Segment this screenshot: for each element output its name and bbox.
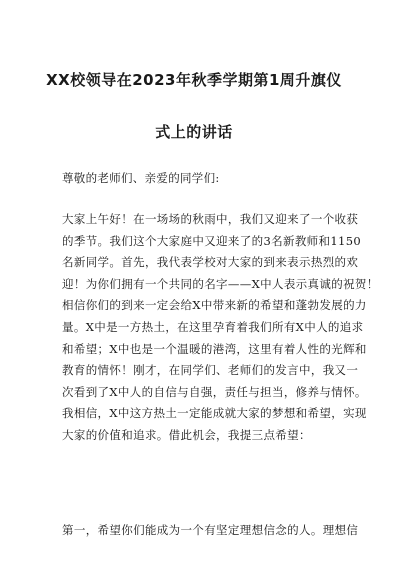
paragraph-line: 名新同学。首先，我代表学校对大家的到来表示热烈的欢 xyxy=(62,255,359,270)
paragraph-line: 量。X中是一方热土，在这里孕育着我们所有X中人的追求 xyxy=(62,319,364,334)
body-paragraph-2-start: 第一，希望你们能成为一个有坚定理想信念的人。理想信 xyxy=(62,523,359,537)
paragraph-line: 和希望；X中也是一个温暖的港湾，这里有着人性的光辉和 xyxy=(62,341,367,356)
body-paragraph-1 xyxy=(62,209,380,447)
paragraph-line: 大家的价值和追求。借此机会，我提三点希望： xyxy=(62,427,311,442)
paragraph-line: 大家上午好！在一场场的秋雨中，我们又迎来了一个收获 xyxy=(62,212,359,226)
paragraph-line: 的季节。我们这个大家庭中又迎来了的3名新教师和1150 xyxy=(62,233,362,248)
paragraph-line: 相信你们的到来一定会给X中带来新的希望和蓬勃发展的力 xyxy=(62,298,367,313)
paragraph-line: 教育的情怀！刚才，在同学们、老师们的发言中，我又一 xyxy=(62,363,359,378)
paragraph-line: 迎！为你们拥有一个共同的名字——X中人表示真诚的祝贺！ xyxy=(62,276,379,291)
paragraph-line: 次看到了X中人的自信与自强，责任与担当，修养与情怀。 xyxy=(62,384,367,399)
greeting-text: 尊敬的老师们、亲爱的同学们: xyxy=(62,171,220,185)
paragraph-line: 我相信，X中这方热土一定能成就大家的梦想和希望，实现 xyxy=(62,406,367,421)
document-title-line-2: 式上的讲话 xyxy=(155,123,233,141)
document-title-line-1: XX校领导在2023年秋季学期第1周升旗仪 xyxy=(46,71,342,89)
